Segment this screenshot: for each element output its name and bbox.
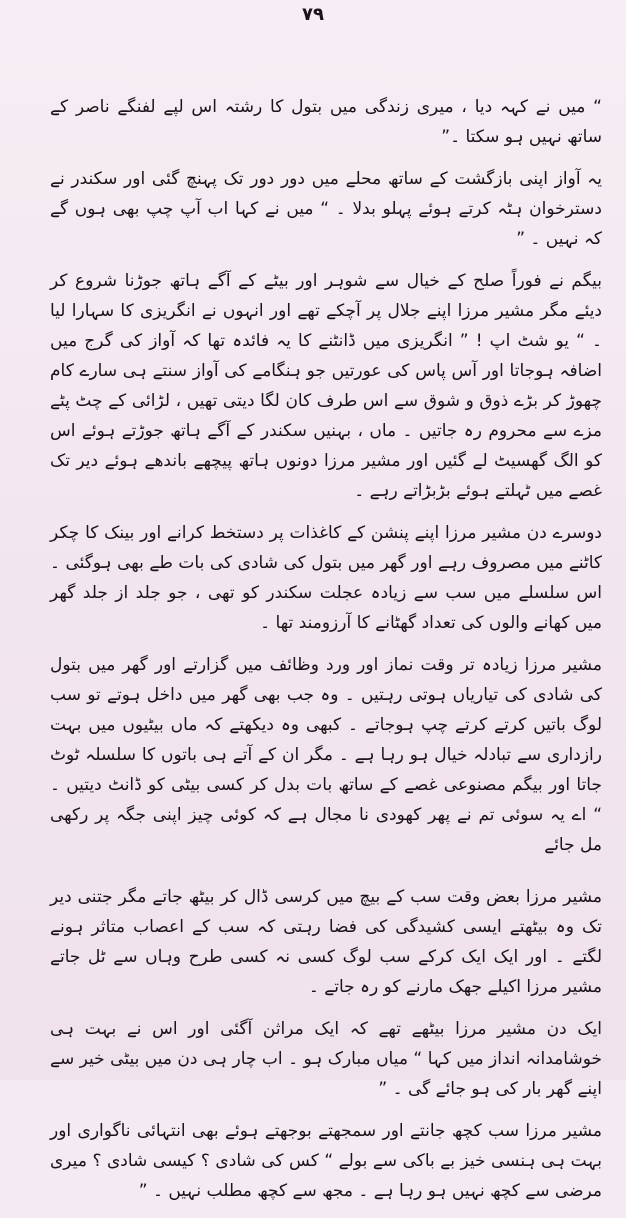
paragraph-5: مشیر مرزا زیادہ تر وقت نماز اور ورد وظائف میں گزارتے اور گھر میں بتول کی شادی کی تیاریاں ہوتی رہتیں ۔ وہ جب بھی گھر میں داخل ہوتے تو سب لوگ باتیں کرتے کرتے چپ ہوجاتے ۔ کبھی وہ دیکھتے کہ ماں بیٹیوں میں بہت رازداری سے تبادلہ خیال ہو رہا ہے ۔ مگر ان کے آتے ہی باتوں کا سلسلہ ٹوٹ جاتا اور بیگم مصنوعی غصے کے ساتھ بات بدل کر کسی بیٹی کو ڈانٹ دیتیں ۔ “ اے یہ سوئی تم نے پھر کھودی نا مجال ہے کہ کوئی چیز اپنی جگہ پر رکھی مل جائے bbox=[50, 655, 602, 855]
paragraph-4: دوسرے دن مشیر مرزا اپنے پنشن کے کاغذات پر دستخط کرانے اور بینک کا چکر کاٹنے میں مصروف رہے اور گھر میں بتول کی شادی کی بات طے بھی ہوگئی ۔ اس سلسلے میں سب سے زیادہ عجلت سکندر کو تھی ، جو جلد از جلد گھر میں کھانے والوں کی تعداد گھٹانے کا آرزومند تھا ۔ bbox=[50, 523, 602, 633]
paragraph-1: “ میں نے کہہ دیا ، میری زندگی میں بتول کا رشتہ اس لپے لفنگے ناصر کے ساتھ نہیں ہو سکتا ۔” bbox=[50, 97, 602, 147]
page-number: ۷۹ bbox=[302, 4, 324, 25]
paragraph-3: بیگم نے فوراً صلح کے خیال سے شوہر اور بیٹے کے آگے ہاتھ جوڑنا شروع کر دیئے مگر مشیر مرزا اپنے جلال پر آچکے تھے اور انہوں نے انگریزی کا سہارا لیا ۔ “ یو شٹ اپ ! ” انگریزی میں ڈانٹنے کا یہ فائدہ تھا کہ آواز کی گرج میں اضافہ ہوجاتا اور آس پاس کی عورتیں جو ہنگامے کی آواز سنتے ہی سارے کام چھوڑ کر بڑے ذوق و شوق سے اس طرف کان لگا دیتی تھیں ، لڑائی کے چٹ پٹے مزے سے محروم رہ جاتیں ۔ ماں ، بہنیں سکندر کے آگے ہاتھ جوڑتے ہوئے اس کو الگ گھسیٹ لے گئیں اور مشیر مرزا دونوں ہاتھ پیچھے باندھے ہوئے دیر تک غصے میں ٹہلتے ہوئے بڑبڑاتے رہے ۔ bbox=[50, 271, 602, 501]
page-body-text bbox=[50, 92, 602, 1218]
paragraph-7: ایک دن مشیر مرزا بیٹھے تھے کہ ایک مراثن آگئی اور اس نے بہت ہی خوشامدانہ انداز میں کہا “ میاں مبارک ہو ۔ اب چار ہی دن میں بیٹی خیر سے اپنے گھر بار کی ہو جائے گی ۔ ” bbox=[50, 1019, 602, 1099]
paragraph-6: مشیر مرزا بعض وقت سب کے بیچ میں کرسی ڈال کر بیٹھ جاتے مگر جتنی دیر تک وہ بیٹھتے ایسی کشیدگی کی فضا رہتی کہ سب کے اعصاب متاثر ہونے لگتے ۔ اور ایک ایک کرکے سب لوگ کسی نہ کسی طرح وہاں سے ٹل جاتے مشیر مرزا اکیلے جھک مارنے کو رہ جاتے ۔ bbox=[50, 887, 602, 997]
paragraph-8: مشیر مرزا سب کچھ جانتے اور سمجھتے بوجھتے ہوئے بھی انتہائی ناگواری اور بہت ہی ہنسی خیز بے باکی سے بولے “ کس کی شادی ؟ کیسی شادی ؟ میری مرضی سے کچھ نہیں ہو رہا ہے ۔ مجھ سے کچھ مطلب نہیں ۔ ” bbox=[50, 1121, 602, 1201]
paragraph-2: یہ آواز اپنی بازگشت کے ساتھ محلے میں دور دور تک پہنچ گئی اور سکندر نے دسترخوان ہٹہ کرتے ہوئے پہلو بدلا ۔ “ میں نے کہا اب آپ چپ بھی ہوں گے کہ نہیں ۔ ” bbox=[50, 169, 602, 249]
